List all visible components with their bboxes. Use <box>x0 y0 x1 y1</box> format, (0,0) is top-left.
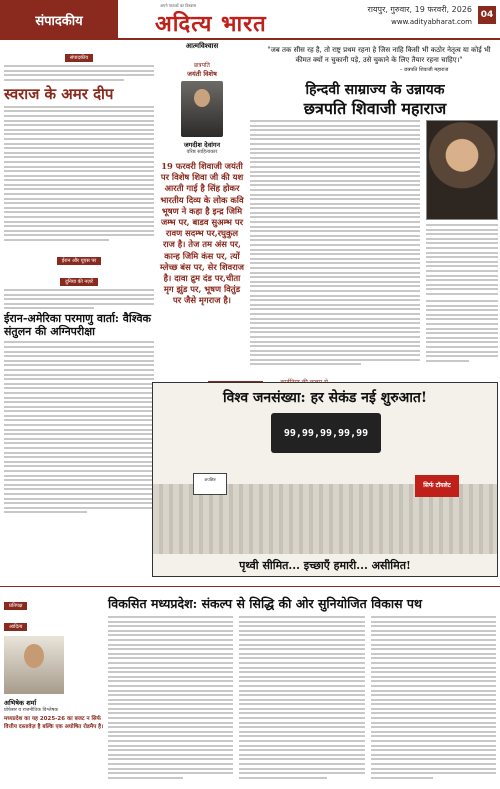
newspaper-name: अदित्य भारत <box>155 11 267 37</box>
bottom-sidebar <box>4 590 104 731</box>
editorial-intro-text <box>4 65 154 81</box>
cartoon-sign-right: सिर्फ टॉयलेट <box>415 475 459 497</box>
body-column <box>108 616 233 781</box>
newspaper-logo <box>150 3 310 37</box>
budget-body <box>108 616 496 781</box>
author-role: प्रोफेसर व राजनीतिक विश्लेषक <box>4 708 59 713</box>
section-label: छत्रपति <box>194 62 210 69</box>
iran-intro-text <box>4 289 154 309</box>
population-counter: 99,99,99,99,99 <box>271 413 381 453</box>
author-name: जगदीश देवांगन <box>183 141 221 149</box>
quote-attribution: – छत्रपति शिवाजी महाराज <box>400 67 449 73</box>
masthead <box>0 0 500 40</box>
section-divider <box>0 586 500 587</box>
author-photo <box>181 81 223 137</box>
website-link[interactable]: www.adityabharat.com <box>391 18 472 26</box>
cartoon-caption: पृथ्वी सीमित... इच्छाएँ हमारी... असीमित! <box>239 559 411 572</box>
feature-side-text <box>426 224 498 298</box>
body-column <box>371 616 496 781</box>
feature-headline-line2: छत्रपति शिवाजी महाराज <box>303 99 447 118</box>
editorial-body-text <box>4 106 154 241</box>
middle-column <box>160 42 244 307</box>
left-column <box>4 42 154 516</box>
shivaji-quote: "जब तक सीस रह है, तो राष्ट्र प्रथम रहना हे जिस नाहि किसी भी कठोर नेतृत्व या कोई भी कीमत क्यों न चुकानी पड़े, उसे चुकाने के लिए तैयार रहना चाहिए।" <box>267 46 491 64</box>
budget-headline[interactable]: विकसित मध्यप्रदेश: संकल्प से सिद्धि की ओर सुनियोजित विकास पथ <box>108 596 422 611</box>
shivaji-portrait <box>426 120 498 220</box>
masthead-divider <box>0 38 500 40</box>
feature-body-text <box>250 120 420 368</box>
poem-text: 19 फरवरी शिवाजी जयंती पर विशेष शिवा जी की यश आरती गाई है सिंह होकर भारतीय दिव्य के लोक कवि भूषण ने कहा है इन्द्र जिमि जम्भ पर, बाडव सुअम्भ पर रावण सदम्भ पर,रघुकुल राज है। तेज तम अंस पर, कान्ह जिमि कंस पर, त्यों म्लेच्छ बंस पर, सेर शिवराज है। दावा द्रुम दंड पर,चीता मृग झुंड पर, भूषण वितुंड पर जैसे मृगराज है। <box>160 161 245 306</box>
feature-side-text-2 <box>426 300 498 364</box>
feature-headline[interactable] <box>252 82 498 119</box>
kicker-chip-2: दुनिया की नज़रें <box>60 278 98 286</box>
column-heading: आत्मविश्वास <box>185 42 219 50</box>
article-blurb: मध्यप्रदेश का यह 2025-26 का बजट न सिर्फ वित्तीय दस्तावेज़ है बल्कि एक अघोषित रोडमैप है। <box>4 716 104 730</box>
section-label: संपादकीय <box>0 0 118 40</box>
cartoon-sign-left: अपशिष्ट <box>193 473 227 495</box>
cartoon-panel <box>152 382 498 577</box>
aditya-chip: आदित्य <box>4 623 27 631</box>
masthead-info <box>368 4 472 26</box>
author-role: वरिष्ठ साहित्यकार <box>186 149 218 155</box>
logo-tagline: अपने पाठकों का विश्वास <box>160 3 197 8</box>
section-sublabel: जयंती विशेष <box>187 70 217 78</box>
cartoon-title: विश्व जनसंख्या: हर सेकंड नई शुरुआत! <box>222 390 428 406</box>
iran-us-headline[interactable]: ईरान-अमेरिका परमाणु वार्ता: वैश्विक संतुलन की अग्निपरीक्षा <box>4 312 152 339</box>
page-number: 04 <box>478 6 496 24</box>
author-photo <box>4 636 64 694</box>
editorial-headline[interactable]: स्वराज के अमर दीप <box>4 84 114 103</box>
editorial-chip: संपादकीय <box>65 54 93 62</box>
pratipaksh-chip: प्रतिपक्ष <box>4 602 27 610</box>
body-column <box>239 616 364 781</box>
date-line: रायपुर, गुरुवार, 19 फरवरी, 2026 <box>367 5 472 14</box>
author-name: अभिषेक शर्मा <box>4 699 37 707</box>
kicker-chip: ईरान और यूएस पर <box>57 257 101 265</box>
feature-headline-line1: हिन्दवी साम्राज्य के उन्नायक <box>305 82 445 98</box>
iran-us-body-text <box>4 341 154 513</box>
